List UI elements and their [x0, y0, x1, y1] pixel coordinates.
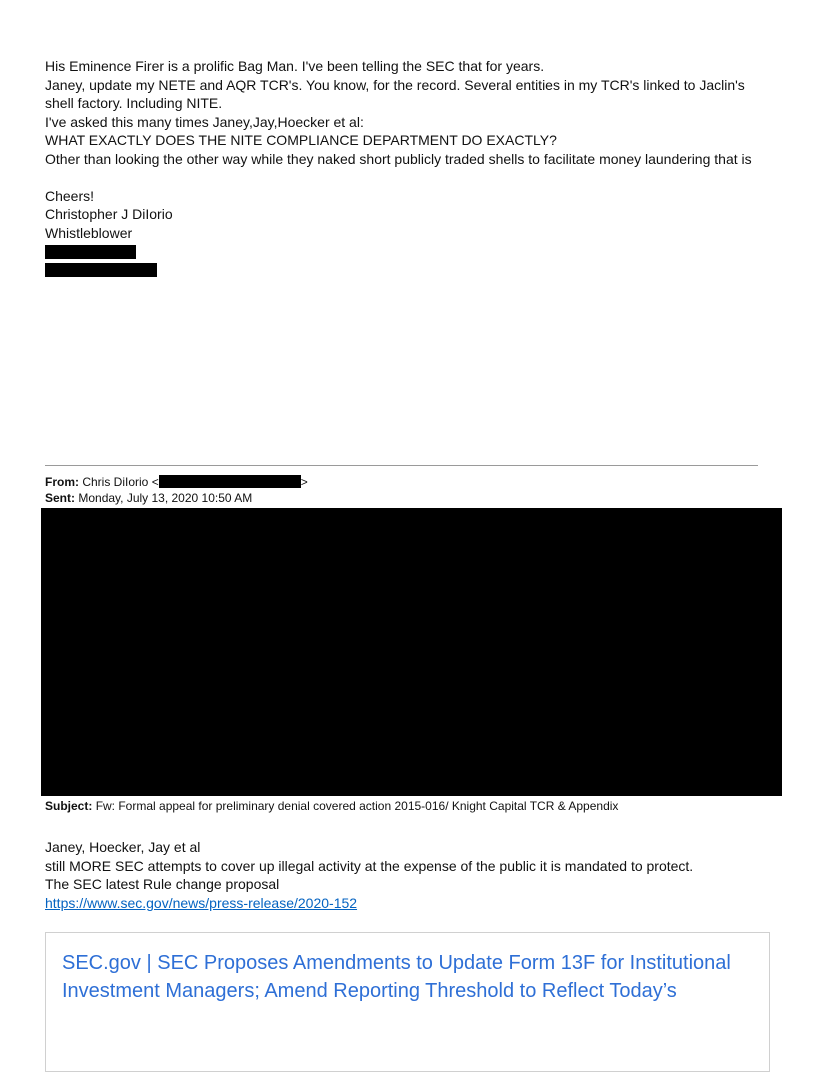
signature-name: Christopher J DiIorio — [45, 206, 173, 222]
from-line — [45, 474, 785, 490]
link-line — [45, 894, 785, 913]
redaction-bar — [45, 263, 157, 277]
press-release-link[interactable]: https://www.sec.gov/news/press-release/2020-152 — [45, 894, 358, 911]
link-preview-title[interactable]: SEC.gov | SEC Proposes Amendments to Update Form 13F for Institutional Investment Managers; Amend Reporting Threshold to Reflect Today’s — [62, 952, 731, 1002]
sent-line — [45, 490, 785, 506]
forwarded-line-1: still MORE SEC attempts to cover up illegal activity at the expense of the public it is mandated to protect. — [45, 857, 694, 874]
link-preview-card[interactable] — [45, 932, 770, 1072]
header-divider — [45, 465, 758, 466]
forwarded-line-2: The SEC latest Rule change proposal — [45, 876, 280, 892]
subject-value: Fw: Formal appeal for preliminary denial covered action 2015-016/ Knight Capital TCR & Appendix — [95, 799, 619, 813]
spacer — [45, 168, 765, 187]
from-label: From: — [45, 475, 79, 489]
redacted-email — [159, 475, 301, 488]
sent-label: Sent: — [45, 491, 75, 505]
body-line-1: His Eminence Firer is a prolific Bag Man. I've been telling the SEC that for years. — [45, 58, 545, 74]
subject-line — [45, 798, 618, 814]
greeting: Janey, Hoecker, Jay et al — [45, 839, 201, 855]
body-line-3: I've asked this many times Janey,Jay,Hoecker et al: — [45, 113, 364, 130]
body-line-5: Other than looking the other way while they naked short publicly traded shells to facilitate money laundering that is — [45, 150, 752, 167]
body-line-4: WHAT EXACTLY DOES THE NITE COMPLIANCE DEPARTMENT DO EXACTLY? — [45, 132, 557, 148]
subject-label: Subject: — [45, 799, 93, 813]
sent-value: Monday, July 13, 2020 10:50 AM — [78, 491, 253, 505]
from-close: > — [300, 475, 308, 489]
redaction-bar — [45, 245, 136, 259]
email-body — [45, 57, 765, 277]
signature-title: Whistleblower — [45, 224, 133, 241]
redaction-block — [41, 508, 782, 796]
forwarded-body — [45, 838, 785, 912]
signoff: Cheers! — [45, 187, 95, 204]
forwarded-header — [45, 474, 785, 506]
from-name: Chris DiIorio < — [82, 475, 159, 489]
body-line-2: Janey, update my NETE and AQR TCR's. You know, for the record. Several entities in my TCR's linked to Jaclin's shell factory. Including NITE. — [45, 76, 745, 111]
